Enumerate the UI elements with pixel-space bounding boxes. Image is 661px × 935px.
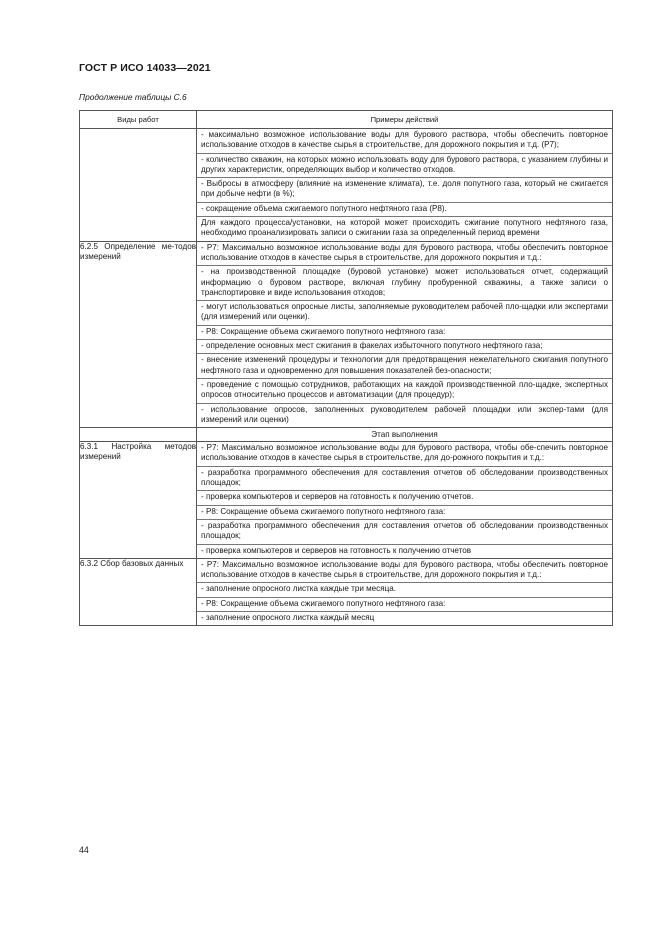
action-item: - проверка компьютеров и серверов на готовность к получению отчетов xyxy=(197,544,612,558)
table-header-row xyxy=(80,111,613,129)
action-item: - разработка программного обеспечения для составления отчетов об обследовании производственных площадок; xyxy=(197,466,612,491)
stage-row xyxy=(80,428,613,442)
document-header: ГОСТ Р ИСО 14033—2021 xyxy=(79,62,211,74)
actions-cell xyxy=(197,442,613,559)
action-item: - Р7: Максимально возможное использование воды для бурового раствора, чтобы обеспечить повторное использование отходов в качестве сырья в строительстве, для дорожного покрытия и т.д.: xyxy=(201,242,608,262)
work-cell: 6.3.2 Сбор базовых данных xyxy=(80,558,197,625)
action-item: Для каждого процесса/установки, на которой может происходить сжигание попутного нефтяного газа, необходимо проанализировать записи о сжигании газа за определенный период времени xyxy=(197,216,612,241)
action-item: - количество скважин, на которых можно использовать воду для бурового раствора, с указанием глубины и других характеристик, определяющих выбор и количество отходов. xyxy=(197,153,612,178)
action-item: - внесение изменений процедуры и технологии для предотвращения нежелательного сжигания попутного нефтяного газа и одновременно для повышения показателей без-опасности; xyxy=(197,353,612,378)
action-item: - определение основных мест сжигания в факелах избыточного попутного нефтяного газа; xyxy=(197,339,612,353)
actions-cell xyxy=(197,558,613,625)
action-item: - Р8: Сокращение объема сжигаемого попутного нефтяного газа: xyxy=(197,597,612,611)
work-cell xyxy=(80,129,197,242)
action-item: - заполнение опросного листка каждые три месяца. xyxy=(197,582,612,596)
table-caption: Продолжение таблицы С.6 xyxy=(79,92,187,102)
action-item: - проверка компьютеров и серверов на готовность к получению отчетов. xyxy=(197,490,612,504)
action-item: - заполнение опросного листка каждый месяц xyxy=(197,611,612,625)
actions-cell xyxy=(197,241,613,427)
action-item: - проведение с помощью сотрудников, работающих на каждой производственной пло-щадке, экспертных опросов относительно процессов и автоматизации (для процедур); xyxy=(197,378,612,403)
action-item: - Р7: Максимально возможное использование воды для бурового раствора, чтобы обе-спечить повторное использование отходов в качестве сырья в строительстве, для до-рожного покрытия и т.д.: xyxy=(201,443,608,463)
action-item: - Р8: Сокращение объема сжигаемого попутного нефтяного газа: xyxy=(197,325,612,339)
actions-table xyxy=(79,110,613,626)
table-row xyxy=(80,241,613,427)
action-item: - разработка программного обеспечения для составления отчетов об обследовании производственных площадок; xyxy=(197,519,612,544)
page-number: 44 xyxy=(79,845,89,855)
work-cell: 6.2.5 Определение ме-тодов измерений xyxy=(80,241,197,427)
column-header-work: Виды работ xyxy=(80,111,197,129)
actions-cell xyxy=(197,129,613,242)
table-row xyxy=(80,129,613,242)
action-item: - использование опросов, заполненных руководителем рабочей площадки или экспер-тами (для измерений или оценки) xyxy=(197,403,612,428)
table-row xyxy=(80,558,613,625)
action-item: - максимально возможное использование воды для бурового раствора, чтобы обеспечить повторное использование отходов в качестве сырья в строительстве, для дорожного покрытия и т.д. (Р7); xyxy=(201,130,608,150)
action-item: - на производственной площадке (буровой установке) может использоваться отчет, содержащий информацию о буровом растворе, включая глубину пробуренной скважины, а также записи о транспортировке и виде использования отходов; xyxy=(197,265,612,300)
action-item: - сокращение объема сжигаемого попутного нефтяного газа (Р8). xyxy=(197,202,612,216)
column-header-actions: Примеры действий xyxy=(197,111,613,129)
work-cell: 6.3.1 Настройка методов измерений xyxy=(80,442,197,559)
action-item: - Р8: Сокращение объема сжигаемого попутного нефтяного газа: xyxy=(197,505,612,519)
action-item: - Р7: Максимально возможное использование воды для бурового раствора, чтобы обеспечить повторное использование отходов в качестве сырья в строительстве, для дорожного покрытия и т.д.: xyxy=(201,559,608,580)
stage-title: Этап выполнения xyxy=(197,428,613,442)
stage-blank-cell xyxy=(80,428,197,442)
table-row xyxy=(80,442,613,559)
action-item: - могут использоваться опросные листы, заполняемые руководителем рабочей пло-щадки или экспертами (для измерений или оценки). xyxy=(197,300,612,325)
action-item: - Выбросы в атмосферу (влияние на изменение климата), т.е. доля попутного газа, который не сжигается при добыче нефти (в %); xyxy=(197,177,612,202)
